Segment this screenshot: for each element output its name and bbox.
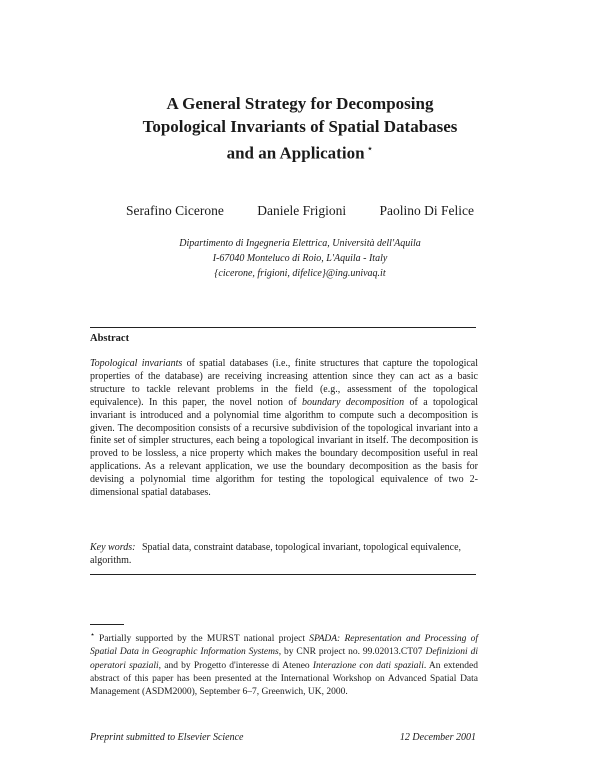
author-name: Paolino Di Felice — [379, 203, 474, 218]
keywords-label: Key words: — [90, 542, 136, 553]
abstract-heading: Abstract — [90, 333, 130, 344]
affiliation — [0, 236, 600, 281]
author-name: Daniele Frigioni — [257, 203, 347, 218]
abstract-term-boundary-decomposition: boundary decomposition — [302, 396, 405, 408]
affiliation-department: Dipartimento di Ingegneria Elettrica, Università dell'Aquila — [179, 238, 421, 249]
preprint-note: Preprint submitted to Elsevier Science — [90, 732, 244, 743]
affiliation-address: I-67040 Monteluco di Roio, L'Aquila - Italy — [212, 253, 388, 264]
abstract-body: Topological invariants of spatial databases (i.e., finite structures that capture the topological properties of the database) are receiving increasing attention since they can act as a basic structure to tackle relevant problems in the field (e.g., assessment of the topological equivalence). In this paper, the novel notion of boundary decomposition of a topological invariant is introduced and a polynomial time algorithm to compute such a decomposition is given. The decomposition consists of a recursive subdivision of the topological invariant into a finite set of simpler structures, each being a topological invariant in itself. The decomposition is proved to be lossless, a nice property which makes the boundary decomposition useful in real applications. As a relevant application, we use the boundary decomposition as the basis for devising a polynomial time algorithm for testing the topological equivalence of two 2-dimensional spatial databases. — [90, 358, 479, 499]
title-footnote-mark: ⋆ — [366, 143, 374, 155]
author-name: Serafino Cicerone — [126, 203, 224, 218]
author-list — [0, 203, 600, 219]
footnote-rule — [90, 624, 124, 625]
title-line-3: and an Application ⋆ — [226, 143, 374, 163]
footnote: ⋆ Partially supported by the MURST national project SPADA: Representation and Processing of Spatial Data in Geographic Information Systems, by CNR project no. 99.02013.CT07 Definizioni di operatori spaziali, and by Progetto d'interesse di Ateneo Interazione con dati spaziali. An extended abstract of this paper has been presented at the International Workshop on Advanced Spatial Data Management (ASDM2000), September 6–7, Greenwich, UK, 2000. — [90, 630, 479, 698]
abstract-term-topological-invariants: Topological invariants — [90, 358, 183, 369]
paper-title — [60, 92, 540, 165]
title-line-2: Topological Invariants of Spatial Databases — [142, 117, 458, 136]
footer-date: 12 December 2001 — [399, 732, 476, 743]
abstract-bottom-rule — [90, 574, 476, 575]
title-line-1: A General Strategy for Decomposing — [166, 94, 434, 113]
affiliation-emails: {cicerone, frigioni, difelice}@ing.univaq.it — [214, 268, 386, 279]
page-footer — [90, 732, 476, 743]
footnote-mark: ⋆ — [90, 630, 96, 639]
keywords — [90, 541, 478, 567]
keywords-list: Spatial data, constraint database, topological invariant, topological equivalence, algorithm. — [90, 542, 462, 566]
abstract-top-rule — [90, 327, 476, 328]
